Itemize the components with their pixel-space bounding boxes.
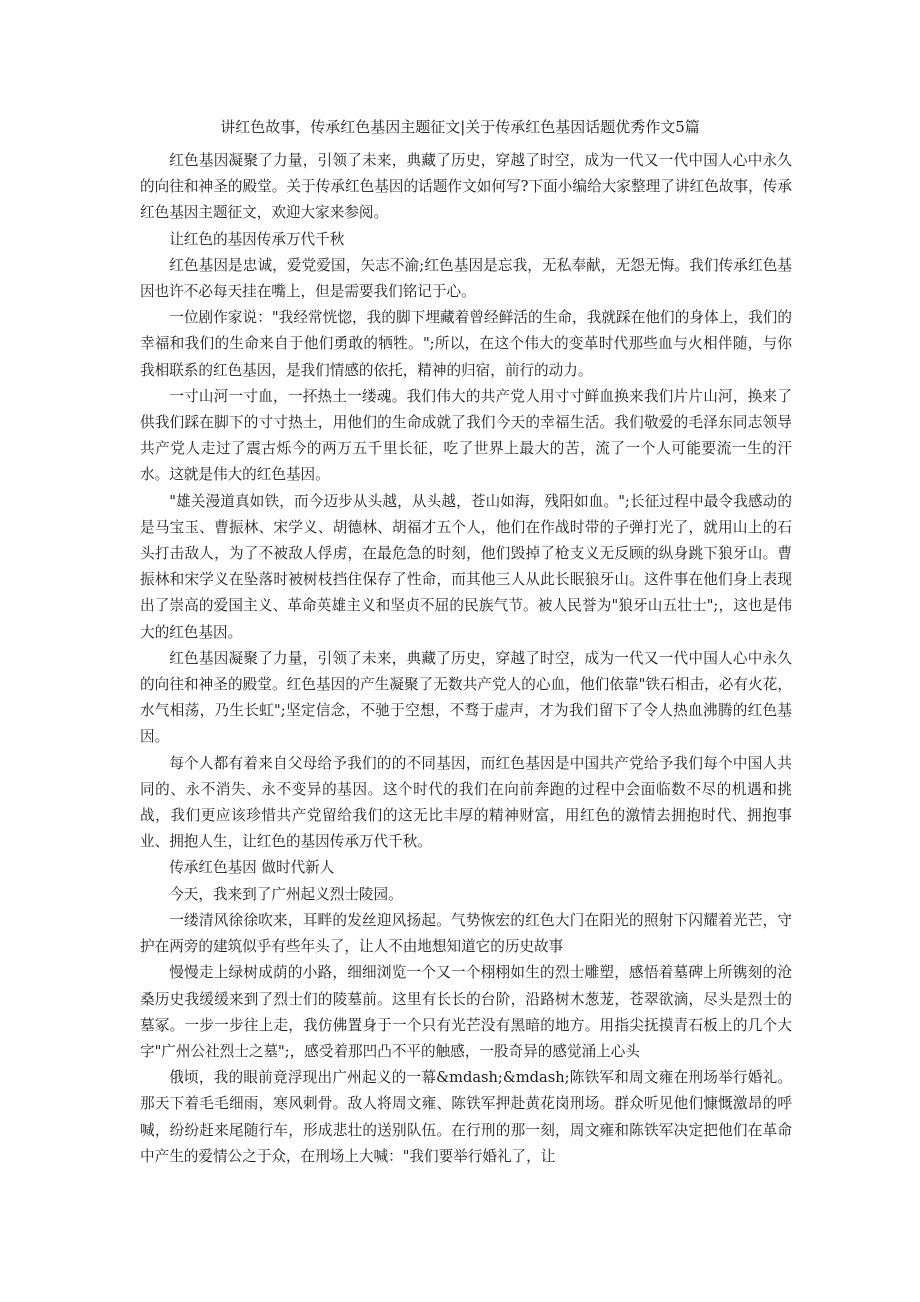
paragraph: 红色基因凝聚了力量，引领了未来，典藏了历史，穿越了时空，成为一代又一代中国人心中永久的向往和神圣的殿堂。红色基因的产生凝聚了无数共产党人的心血，他们依靠"铁石相击，必有火花，水气相荡，乃生长虹";坚定信念，不驰于空想，不骛于虚声，才为我们留下了令人热血沸腾的红色基因。	[140, 649, 792, 746]
paragraph: 俄顷，我的眼前竟浮现出广州起义的一幕&mdash;&mdash;陈铁军和周文雍在刑场举行婚礼。那天下着毛毛细雨，寒风刺骨。敌人将周文雍、陈铁军押赴黄花岗刑场。群众听见他们慷慨激昂的呼喊，纷纷赶来尾随行车，形成悲壮的送别队伍。在行刑的那一刻，周文雍和陈铁军决定把他们在革命中产生的爱情公之于众，在刑场上大喊："我们要举行婚礼了，让	[140, 1069, 792, 1165]
paragraph: 每个人都有着来自父母给予我们的的不同基因，而红色基因是中国共产党给予我们每个中国人共同的、永不消失、永不变异的基因。这个时代的我们在向前奔跑的过程中会面临数不尽的机遇和挑战，我们更应该珍惜共产党留给我们的这无比丰厚的精神财富，用红色的激情去拥抱时代、拥抱事业、拥抱人生，让红色的基因传承万代千秋。	[140, 754, 792, 851]
section-heading: 让红色的基因传承万代千秋	[169, 230, 345, 248]
paragraph: 一寸山河一寸血，一抔热土一缕魂。我们伟大的共产党人用寸寸鲜血换来我们片片山河，换来了供我们踩在脚下的寸寸热土，用他们的生命成就了我们今天的幸福生活。我们敬爱的毛泽东同志领导共产党人走过了震古烁今的两万五千里长征，吃了世界上最大的苦，流了一个人可能要流一生的汗水。这就是伟大的红色基因。	[140, 387, 792, 484]
paragraph: "雄关漫道真如铁，而今迈步从头越，从头越，苍山如海，残阳如血。";长征过程中最令我感动的是马宝玉、曹振林、宋学义、胡德林、胡福才五个人，他们在作战时带的子弹打光了，就用山上的石头打击敌人，为了不被敌人俘虏，在最危急的时刻，他们毁掉了枪支义无反顾的纵身跳下狼牙山。曹振林和宋学义在坠落时被树枝挡住保存了性命，而其他三人从此长眠狼牙山。这件事在他们身上表现出了崇高的爱国主义、革命英雄主义和坚贞不屈的民族气节。被人民誉为"狼牙山五壮士";，这也是伟大的红色基因。	[140, 492, 792, 641]
document-body	[140, 148, 792, 1170]
document-title: 讲红色故事，传承红色基因主题征文|关于传承红色基因话题优秀作文5篇	[220, 118, 700, 136]
paragraph: 红色基因凝聚了力量，引领了未来，典藏了历史，穿越了时空，成为一代又一代中国人心中永久的向往和神圣的殿堂。关于传承红色基因的话题作文如何写?下面小编给大家整理了讲红色故事，传承红色基因主题征文，欢迎大家来参阅。	[140, 152, 792, 222]
paragraph: 红色基因是忠诚，爱党爱国，矢志不渝;红色基因是忘我，无私奉献，无怨无悔。我们传承红色基因也许不必每天挂在嘴上，但是需要我们铭记于心。	[140, 256, 792, 301]
paragraph: 一位剧作家说："我经常恍惚，我的脚下埋藏着曾经鲜活的生命，我就踩在他们的身体上，我们的幸福和我们的生命来自于他们勇敢的牺牲。";所以，在这个伟大的变革时代那些血与火相伴随，与你我相联系的红色基因，是我们情感的依托，精神的归宿，前行的动力。	[140, 309, 792, 379]
paragraph: 慢慢走上绿树成荫的小路，细细浏览一个又一个栩栩如生的烈士雕塑，感悟着墓碑上所镌刻的沧桑历史我缓缓来到了烈士们的陵墓前。这里有长长的台阶，沿路树木葱茏，苍翠欲滴，尽头是烈士的墓冢。一步一步往上走，我仿佛置身于一个只有光芒没有黑暗的地方。用指尖抚摸青石板上的几个大字"广州公社烈士之墓";，感受着那凹凸不平的触感，一股奇异的感觉涌上心头	[140, 964, 792, 1060]
section-heading: 传承红色基因 做时代新人	[169, 859, 335, 877]
paragraph: 一缕清风徐徐吹来，耳畔的发丝迎风扬起。气势恢宏的红色大门在阳光的照射下闪耀着光芒，守护在两旁的建筑似乎有些年头了，让人不由地想知道它的历史故事	[140, 911, 792, 956]
paragraph: 今天，我来到了广州起义烈士陵园。	[169, 885, 403, 903]
